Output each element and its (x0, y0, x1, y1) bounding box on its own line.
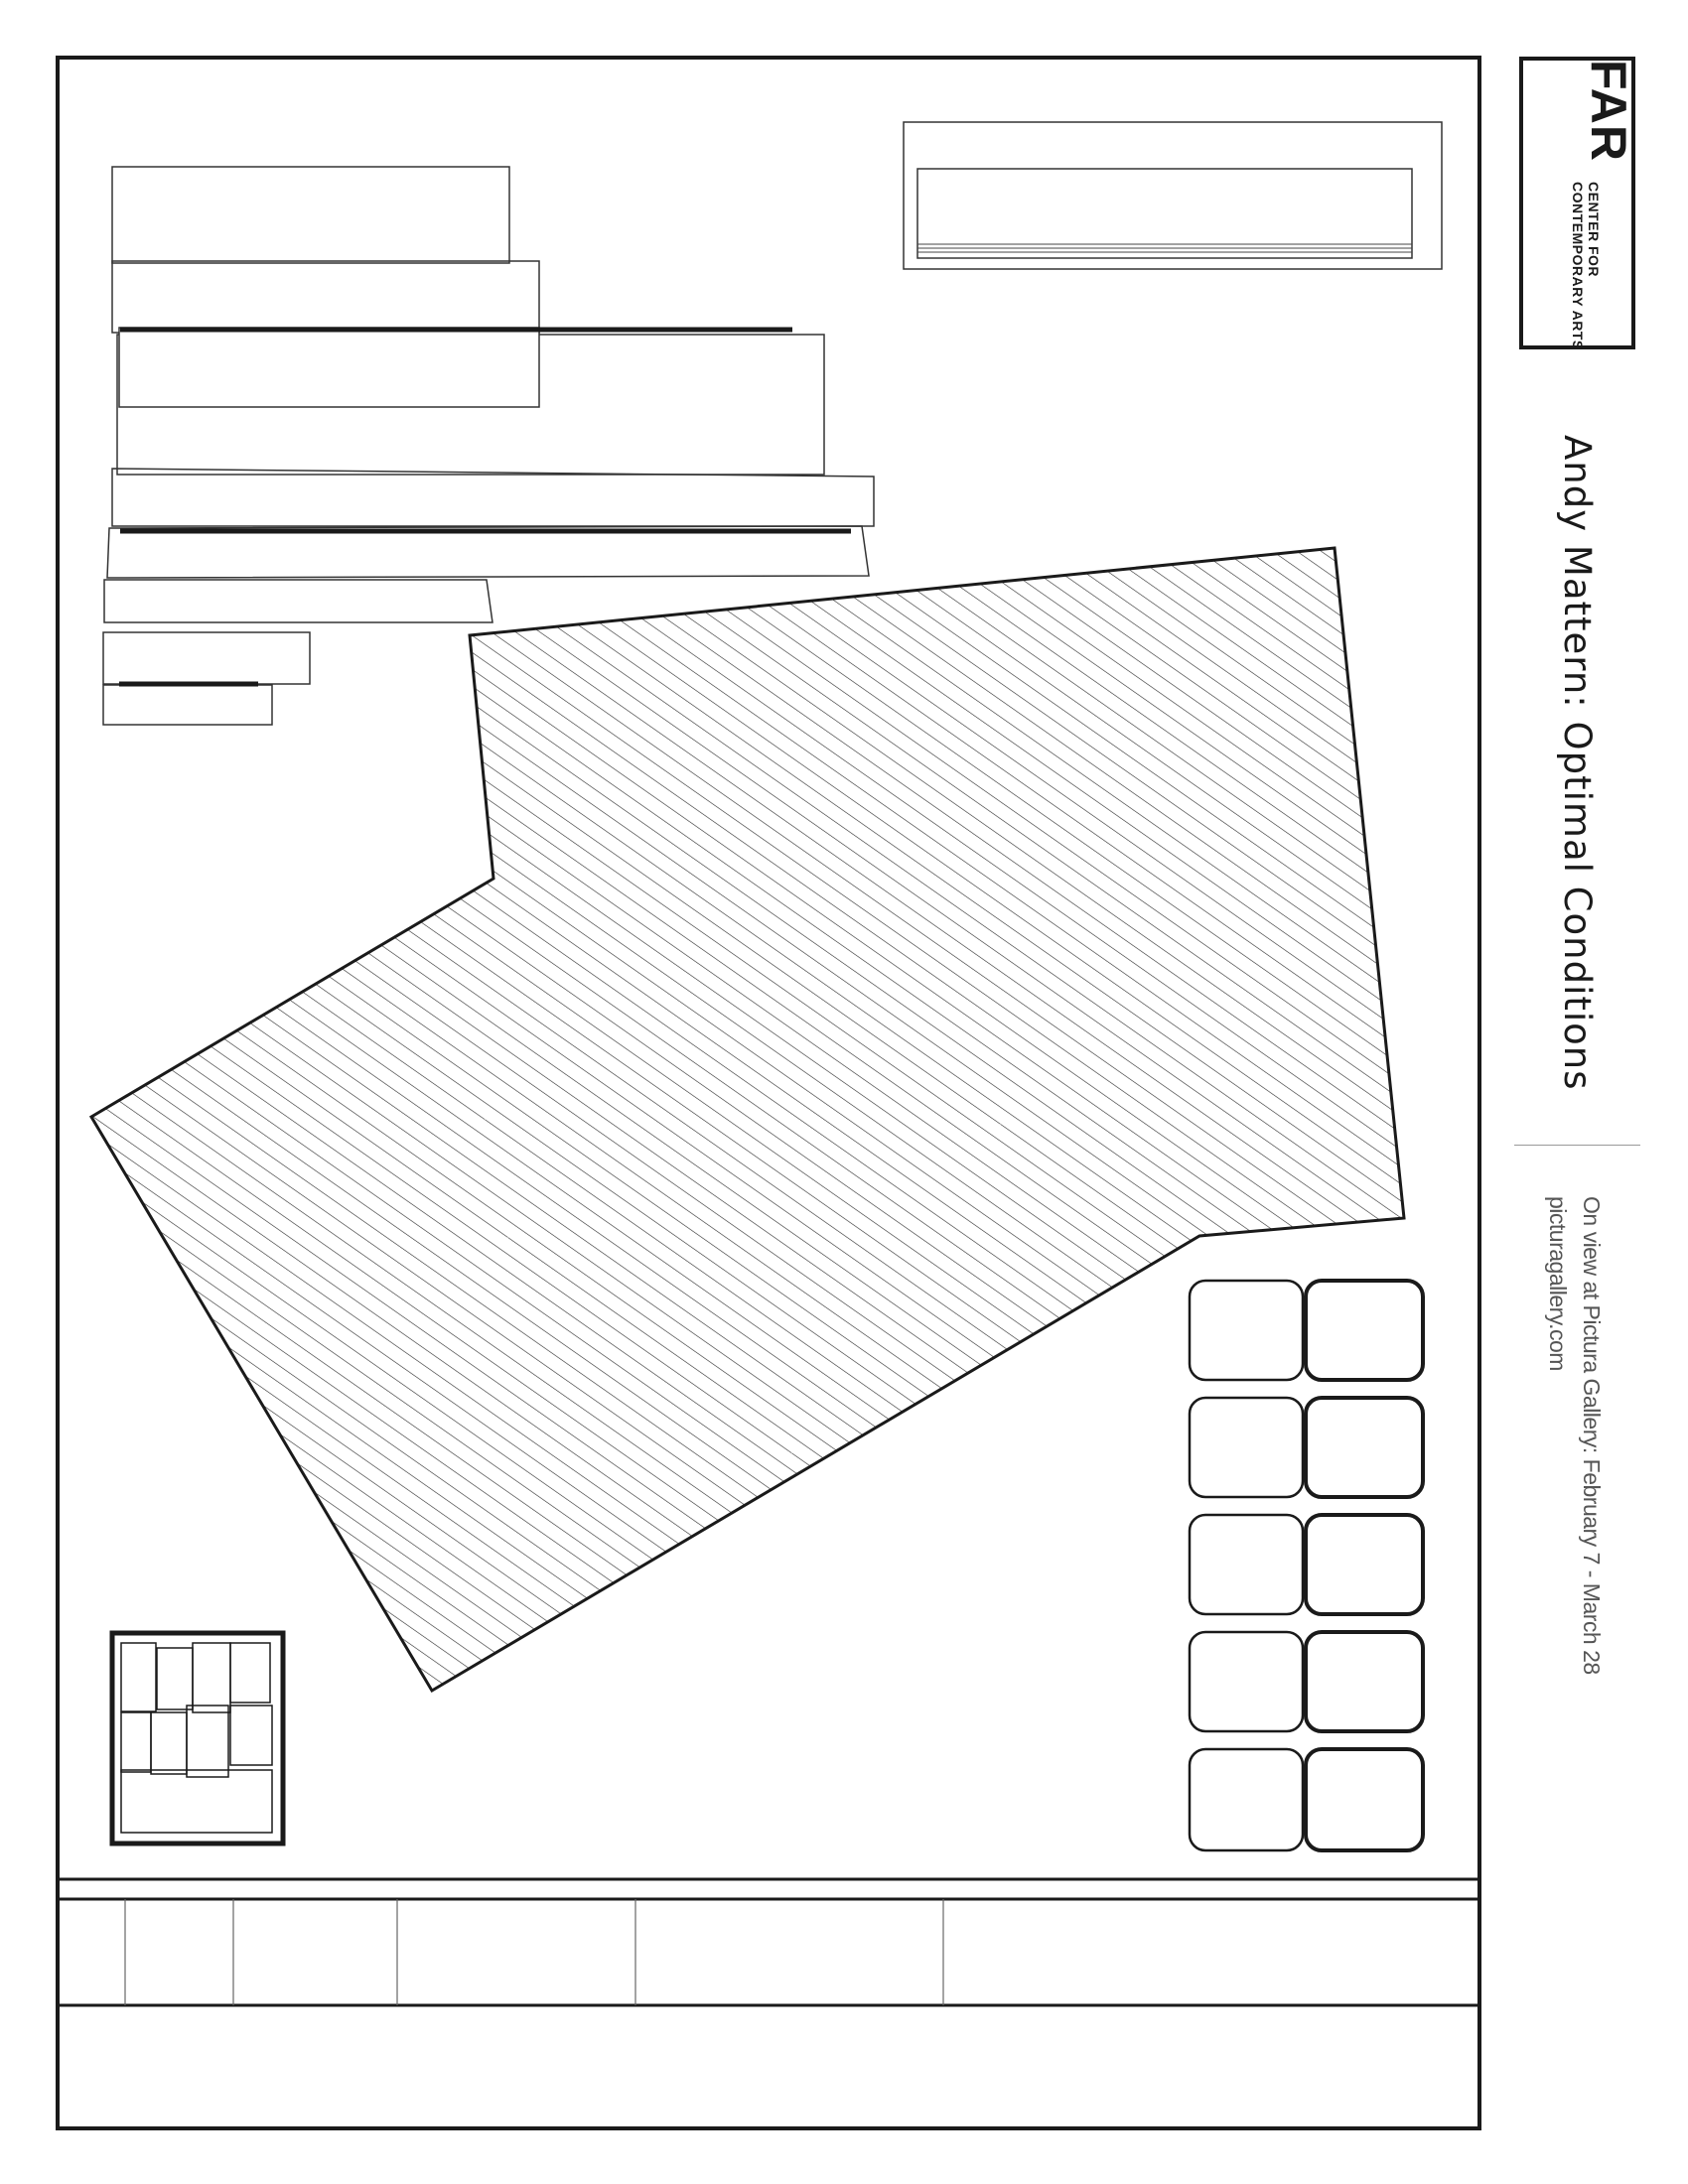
brand-tagline-line2: CONTEMPORARY ARTS (1570, 182, 1586, 350)
brand-tagline-line1: CENTER FOR (1586, 182, 1602, 277)
rounded-cell-grid (1190, 1281, 1423, 1850)
hatched-zone (91, 548, 1404, 1691)
sidebar-divider (1514, 1145, 1640, 1146)
brand-logo-text: FAR (1581, 60, 1636, 162)
small-cluster (112, 1633, 283, 1843)
top-right-block (904, 122, 1442, 269)
venue-info (1541, 1196, 1609, 1675)
exhibition-title: Andy Mattern: Optimal Conditions (1556, 435, 1599, 1091)
venue-website: picturagallery.com (1545, 1196, 1571, 1371)
brand-tagline (1570, 182, 1602, 350)
bottom-table (58, 1879, 1479, 2005)
venue-dates: On view at Pictura Gallery: February 7 - March 28 (1579, 1196, 1605, 1675)
